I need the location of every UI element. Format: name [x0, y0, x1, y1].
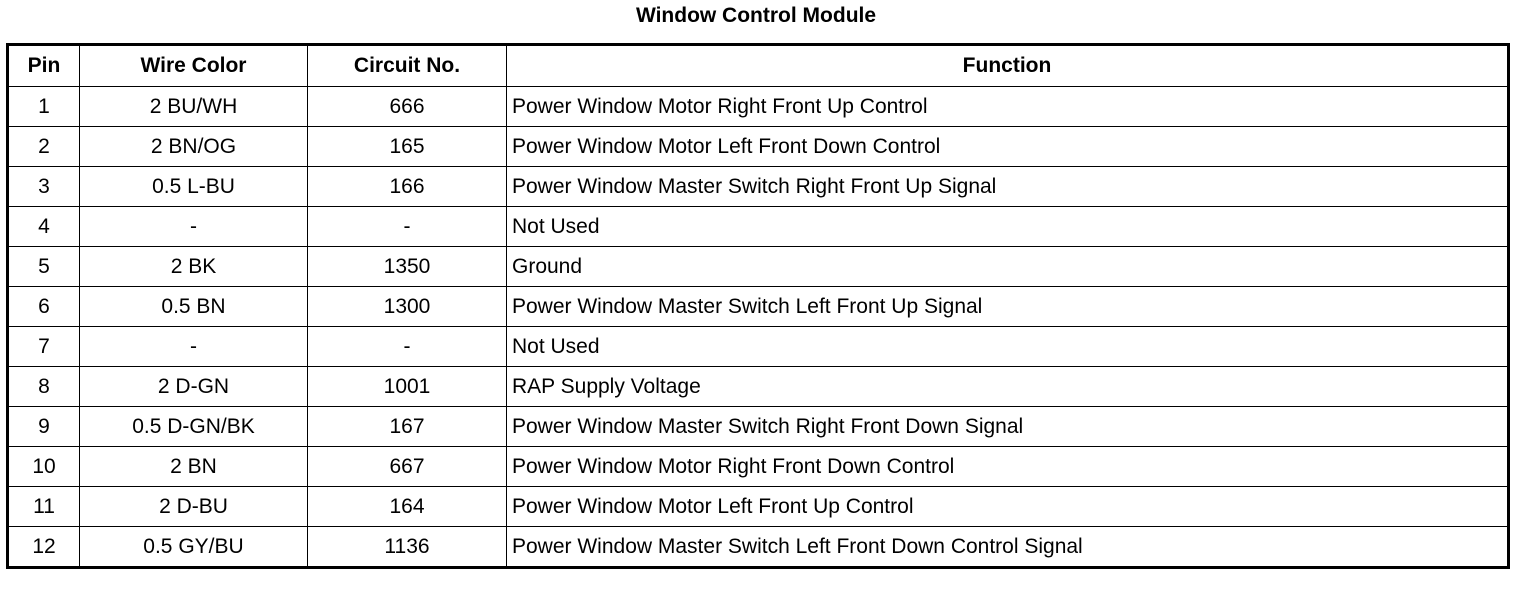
wire-color-cell: 2 D-BU — [80, 487, 308, 527]
pin-cell: 6 — [8, 287, 80, 327]
function-cell: Power Window Motor Left Front Down Control — [507, 127, 1509, 167]
circuit-no-cell: 165 — [308, 127, 507, 167]
pin-cell: 9 — [8, 407, 80, 447]
pin-cell: 2 — [8, 127, 80, 167]
function-cell: Power Window Master Switch Right Front Down Signal — [507, 407, 1509, 447]
wire-color-cell: 2 BN — [80, 447, 308, 487]
pin-cell: 11 — [8, 487, 80, 527]
circuit-no-cell: 1001 — [308, 367, 507, 407]
wire-color-cell: 0.5 GY/BU — [80, 527, 308, 568]
table-row — [8, 247, 1509, 287]
circuit-no-cell: - — [308, 207, 507, 247]
function-cell: Not Used — [507, 207, 1509, 247]
table-row — [8, 447, 1509, 487]
table-row — [8, 207, 1509, 247]
table-row — [8, 167, 1509, 207]
wire-color-cell: 0.5 BN — [80, 287, 308, 327]
circuit-no-cell: 666 — [308, 87, 507, 127]
circuit-no-cell: 166 — [308, 167, 507, 207]
function-cell: Power Window Motor Right Front Up Control — [507, 87, 1509, 127]
header-function: Function — [507, 45, 1509, 87]
function-cell: Power Window Motor Left Front Up Control — [507, 487, 1509, 527]
wire-color-cell: 2 D-GN — [80, 367, 308, 407]
pin-cell: 1 — [8, 87, 80, 127]
table-row — [8, 287, 1509, 327]
circuit-no-cell: 1136 — [308, 527, 507, 568]
circuit-no-cell: 667 — [308, 447, 507, 487]
function-cell: RAP Supply Voltage — [507, 367, 1509, 407]
function-cell: Ground — [507, 247, 1509, 287]
circuit-no-cell: - — [308, 327, 507, 367]
header-pin: Pin — [8, 45, 80, 87]
circuit-no-cell: 167 — [308, 407, 507, 447]
wire-color-cell: 0.5 D-GN/BK — [80, 407, 308, 447]
function-cell: Power Window Master Switch Left Front Up Signal — [507, 287, 1509, 327]
table-row — [8, 127, 1509, 167]
function-cell: Not Used — [507, 327, 1509, 367]
pin-cell: 8 — [8, 367, 80, 407]
wire-color-cell: 0.5 L-BU — [80, 167, 308, 207]
function-cell: Power Window Motor Right Front Down Control — [507, 447, 1509, 487]
table-row — [8, 407, 1509, 447]
table-header-row — [8, 45, 1509, 87]
wire-color-cell: - — [80, 327, 308, 367]
circuit-no-cell: 1350 — [308, 247, 507, 287]
pin-cell: 12 — [8, 527, 80, 568]
function-cell: Power Window Master Switch Left Front Down Control Signal — [507, 527, 1509, 568]
wire-color-cell: 2 BU/WH — [80, 87, 308, 127]
header-circuit-no: Circuit No. — [308, 45, 507, 87]
pin-cell: 10 — [8, 447, 80, 487]
table-row — [8, 527, 1509, 568]
wire-color-cell: 2 BK — [80, 247, 308, 287]
pin-cell: 3 — [8, 167, 80, 207]
table-row — [8, 87, 1509, 127]
wire-color-cell: - — [80, 207, 308, 247]
table-row — [8, 487, 1509, 527]
table-row — [8, 367, 1509, 407]
connector-pinout-table — [6, 43, 1510, 569]
pin-cell: 5 — [8, 247, 80, 287]
circuit-no-cell: 164 — [308, 487, 507, 527]
pin-cell: 4 — [8, 207, 80, 247]
header-wire-color: Wire Color — [80, 45, 308, 87]
pin-cell: 7 — [8, 327, 80, 367]
function-cell: Power Window Master Switch Right Front Up Signal — [507, 167, 1509, 207]
page-title: Window Control Module — [635, 4, 877, 27]
wire-color-cell: 2 BN/OG — [80, 127, 308, 167]
table-row — [8, 327, 1509, 367]
circuit-no-cell: 1300 — [308, 287, 507, 327]
